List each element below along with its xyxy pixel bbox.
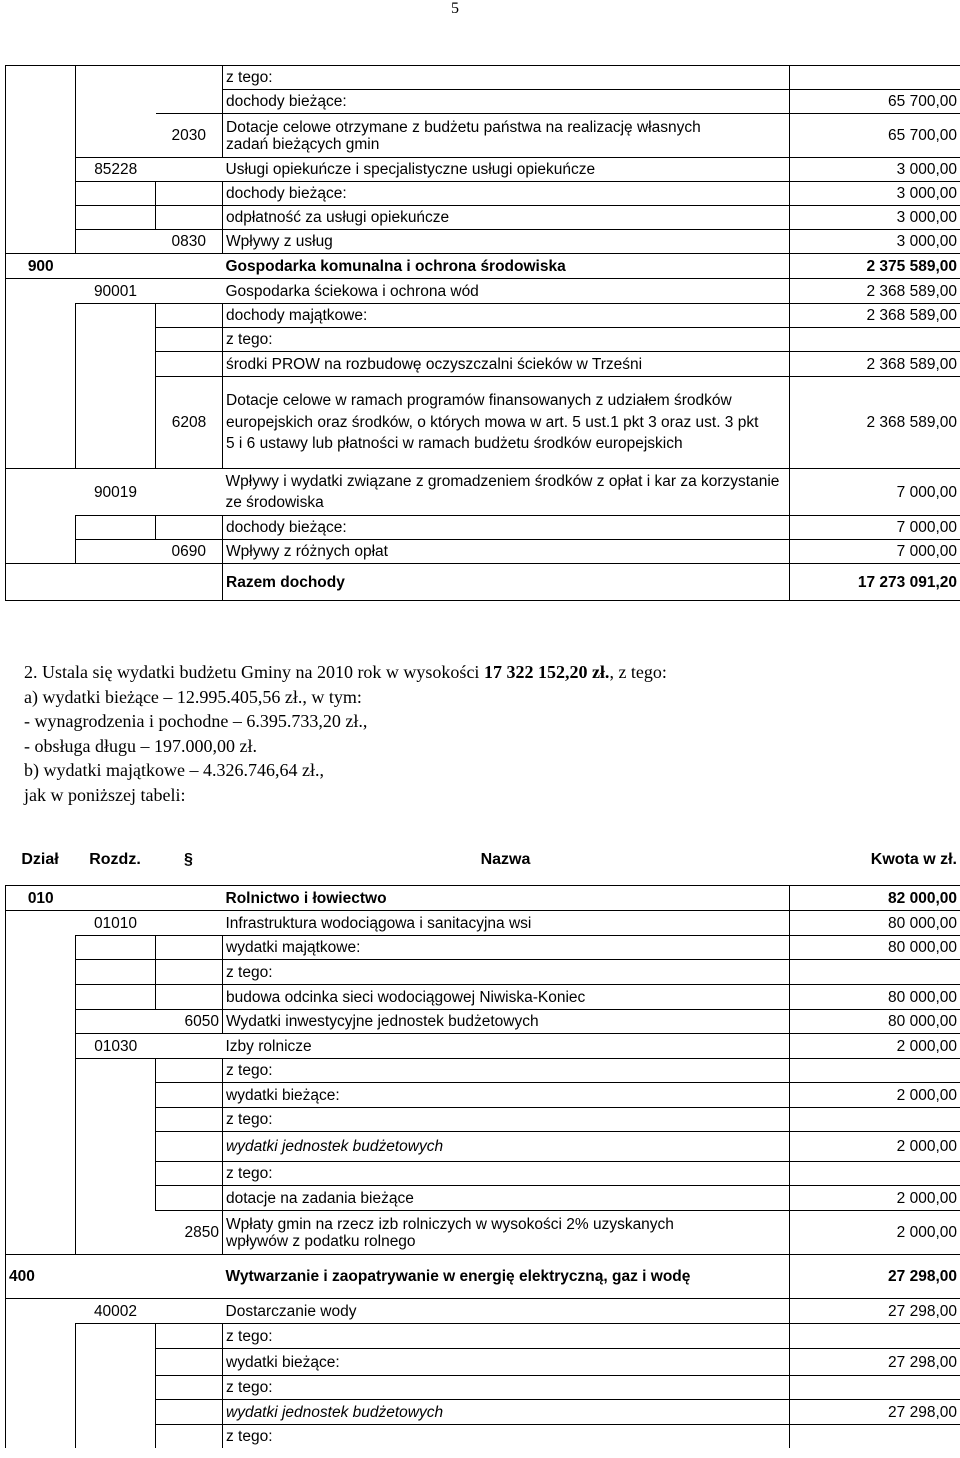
- table-row: [6, 158, 960, 182]
- dzial-cell: [6, 182, 76, 206]
- table-row: [6, 960, 960, 985]
- par-cell: [156, 1083, 223, 1108]
- par-cell: [156, 1425, 223, 1448]
- par-cell: 6050: [156, 1010, 223, 1034]
- table-row: [6, 1186, 960, 1211]
- table-row: [6, 1010, 960, 1034]
- rozdz-cell: [76, 377, 156, 469]
- kwota-cell: [790, 1324, 960, 1349]
- kwota-cell: [790, 1376, 960, 1400]
- par-cell: [156, 158, 223, 182]
- table-row: [6, 1034, 960, 1059]
- rozdz-cell: [76, 304, 156, 328]
- par-cell: [156, 1349, 223, 1376]
- nazwa-cell: dochody bieżące:: [223, 182, 790, 206]
- kwota-cell: 2 000,00: [790, 1186, 960, 1211]
- kwota-cell: 7 000,00: [790, 516, 960, 540]
- table-row: [6, 352, 960, 377]
- dzial-cell: [6, 1400, 76, 1425]
- kwota-cell: 80 000,00: [790, 936, 960, 960]
- nazwa-cell: Usługi opiekuńcze i specjalistyczne usługi opiekuńcze: [223, 158, 790, 182]
- table-row: [6, 1059, 960, 1083]
- header-dzial: Dział: [21, 850, 59, 868]
- par-cell: [156, 936, 223, 960]
- par-cell: [156, 1162, 223, 1186]
- table-row: [6, 377, 960, 469]
- rozdz-cell: [76, 540, 156, 564]
- nazwa-cell: Infrastruktura wodociągowa i sanitacyjna wsi: [223, 911, 790, 936]
- par-cell: 2850: [156, 1211, 223, 1255]
- nazwa-cell: środki PROW na rozbudowę oczyszczalni ścieków w Trześni: [223, 352, 790, 377]
- table-row: [6, 1376, 960, 1400]
- par-cell: [156, 564, 223, 601]
- table-row: [6, 1211, 960, 1255]
- rozdz-cell: [76, 1186, 156, 1211]
- nazwa-cell: Dostarczanie wody: [223, 1299, 790, 1324]
- table-row: [6, 1083, 960, 1108]
- table-row: [6, 1425, 960, 1448]
- table-row: [6, 1162, 960, 1186]
- kwota-cell: 27 298,00: [790, 1349, 960, 1376]
- nazwa-cell: wydatki majątkowe:: [223, 936, 790, 960]
- par-cell: [156, 254, 223, 279]
- dzial-cell: [6, 1425, 76, 1448]
- dzial-cell: [6, 377, 76, 469]
- kwota-cell: 2 368 589,00: [790, 377, 960, 469]
- dzial-cell: [6, 1349, 76, 1376]
- rozdz-cell: [76, 254, 156, 279]
- kwota-cell: 3 000,00: [790, 182, 960, 206]
- rozdz-cell: [76, 1108, 156, 1132]
- table-row: [6, 564, 960, 601]
- table-row: [6, 182, 960, 206]
- total-expenses-amount: 17 322 152,20 zł.: [483, 662, 610, 682]
- kwota-cell: 2 000,00: [790, 1211, 960, 1255]
- table-row: [6, 985, 960, 1010]
- kwota-cell: 27 298,00: [790, 1400, 960, 1425]
- par-cell: [156, 304, 223, 328]
- table-row: [6, 1108, 960, 1132]
- header-nazwa: Nazwa: [480, 850, 531, 868]
- nazwa-cell: z tego:: [223, 1108, 790, 1132]
- par-cell: [156, 1059, 223, 1083]
- header-rozdz: Rozdz.: [89, 850, 141, 868]
- kwota-cell: 27 298,00: [790, 1299, 960, 1324]
- nazwa-cell: z tego:: [223, 1425, 790, 1448]
- dzial-cell: [6, 985, 76, 1010]
- dzial-cell: [6, 516, 76, 540]
- nazwa-cell: Wydatki inwestycyjne jednostek budżetowych: [223, 1010, 790, 1034]
- table-row: [6, 1400, 960, 1425]
- rozdz-cell: [76, 1400, 156, 1425]
- par-cell: [156, 66, 223, 90]
- rozdz-cell: [76, 352, 156, 377]
- dzial-cell: [6, 230, 76, 254]
- dzial-cell: [6, 1034, 76, 1059]
- dzial-cell: [6, 960, 76, 985]
- table-row: [6, 469, 960, 516]
- nazwa-cell: Dotacje celowe w ramach programów finansowanych z udziałem środków europejskich oraz środków, o których mowa w art. 5 ust.1 pkt 3 oraz ust. 3 pkt 5 i 6 ustawy lub płatności w ramach budżetu środków europejskich: [223, 377, 790, 469]
- rozdz-cell: [76, 1132, 156, 1162]
- kwota-cell: 3 000,00: [790, 206, 960, 230]
- dzial-cell: [6, 206, 76, 230]
- dzial-cell: [6, 1186, 76, 1211]
- table-row: [6, 1324, 960, 1349]
- summary-line: 2. Ustala się wydatki budżetu Gminy na 2010 rok w wysokości 17 322 152,20 zł., z tego:: [24, 662, 667, 682]
- nazwa-cell: Dotacje celowe otrzymane z budżetu państwa na realizację własnych zadań bieżących gmin: [223, 114, 790, 158]
- summary-line: - wynagrodzenia i pochodne – 6.395.733,20 zł.,: [24, 711, 368, 731]
- nazwa-cell: z tego:: [223, 1059, 790, 1083]
- kwota-cell: 2 368 589,00: [790, 279, 960, 304]
- rozdz-cell: 90019: [76, 469, 156, 516]
- dzial-cell: [6, 328, 76, 352]
- header-kwota: Kwota w zł.: [870, 850, 957, 868]
- total-amount: 17 273 091,20: [790, 564, 960, 601]
- rozdz-cell: [76, 1162, 156, 1186]
- kwota-cell: 2 368 589,00: [790, 352, 960, 377]
- kwota-cell: 65 700,00: [790, 90, 960, 114]
- table-row: [6, 1132, 960, 1162]
- income-table: [5, 65, 960, 601]
- par-cell: [156, 469, 223, 516]
- table-row: [6, 1349, 960, 1376]
- rozdz-cell: 01030: [76, 1034, 156, 1059]
- expenses-summary: [24, 660, 944, 807]
- rozdz-cell: [76, 1211, 156, 1255]
- nazwa-cell: Wpływy i wydatki związane z gromadzeniem środków z opłat i kar za korzystanie ze środowiska: [223, 469, 790, 516]
- dzial-cell: [6, 564, 76, 601]
- rozdz-cell: [76, 960, 156, 985]
- nazwa-cell: Wpłaty gmin na rzecz izb rolniczych w wysokości 2% uzyskanych wpływów z podatku rolnego: [223, 1211, 790, 1255]
- par-cell: [156, 1255, 223, 1299]
- nazwa-cell: Izby rolnicze: [223, 1034, 790, 1059]
- rozdz-cell: [76, 936, 156, 960]
- rozdz-cell: 40002: [76, 1299, 156, 1324]
- par-cell: [156, 352, 223, 377]
- nazwa-cell: Gospodarka ściekowa i ochrona wód: [223, 279, 790, 304]
- par-cell: [156, 911, 223, 936]
- kwota-cell: 82 000,00: [790, 886, 960, 911]
- total-label: Razem dochody: [223, 564, 790, 601]
- table-row: [6, 328, 960, 352]
- kwota-cell: 7 000,00: [790, 540, 960, 564]
- nazwa-cell: budowa odcinka sieci wodociągowej Niwiska-Koniec: [223, 985, 790, 1010]
- table-row: [6, 90, 960, 114]
- par-cell: [156, 328, 223, 352]
- kwota-cell: 80 000,00: [790, 1010, 960, 1034]
- dzial-cell: 010: [6, 886, 76, 911]
- expense-table: [5, 885, 960, 1448]
- par-cell: [156, 90, 223, 114]
- dzial-cell: [6, 352, 76, 377]
- kwota-cell: 2 000,00: [790, 1034, 960, 1059]
- dzial-cell: [6, 1211, 76, 1255]
- par-cell: 0690: [156, 540, 223, 564]
- dzial-cell: [6, 1059, 76, 1083]
- kwota-cell: 80 000,00: [790, 985, 960, 1010]
- nazwa-cell: z tego:: [223, 960, 790, 985]
- par-cell: 0830: [156, 230, 223, 254]
- table-row: [6, 304, 960, 328]
- par-cell: [156, 960, 223, 985]
- par-cell: 2030: [156, 114, 223, 158]
- rozdz-cell: [76, 1349, 156, 1376]
- nazwa-cell: Wpływy z różnych opłat: [223, 540, 790, 564]
- dzial-cell: [6, 911, 76, 936]
- nazwa-cell: dotacje na zadania bieżące: [223, 1186, 790, 1211]
- nazwa-cell: wydatki jednostek budżetowych: [223, 1400, 790, 1425]
- summary-line: - obsługa długu – 197.000,00 zł.: [24, 735, 257, 756]
- table-row: [6, 230, 960, 254]
- kwota-cell: [790, 1425, 960, 1448]
- nazwa-cell: z tego:: [223, 66, 790, 90]
- table-row: [6, 254, 960, 279]
- dzial-cell: [6, 540, 76, 564]
- rozdz-cell: [76, 1010, 156, 1034]
- kwota-cell: 2 000,00: [790, 1132, 960, 1162]
- kwota-cell: [790, 1108, 960, 1132]
- dzial-cell: [6, 1083, 76, 1108]
- table-row: [6, 206, 960, 230]
- dzial-cell: [6, 1162, 76, 1186]
- dzial-cell: [6, 1376, 76, 1400]
- nazwa-cell: Gospodarka komunalna i ochrona środowiska: [223, 254, 790, 279]
- dzial-cell: [6, 1108, 76, 1132]
- dzial-cell: [6, 1132, 76, 1162]
- table-row: [6, 1299, 960, 1324]
- kwota-cell: 2 368 589,00: [790, 304, 960, 328]
- table-row: [6, 66, 960, 90]
- nazwa-cell: dochody bieżące:: [223, 90, 790, 114]
- dzial-cell: [6, 114, 76, 158]
- table-row: [6, 516, 960, 540]
- nazwa-cell: Wpływy z usług: [223, 230, 790, 254]
- rozdz-cell: [76, 1083, 156, 1108]
- dzial-cell: [6, 1010, 76, 1034]
- nazwa-cell: dochody bieżące:: [223, 516, 790, 540]
- nazwa-cell: odpłatność za usługi opiekuńcze: [223, 206, 790, 230]
- rozdz-cell: [76, 886, 156, 911]
- par-cell: [156, 1132, 223, 1162]
- rozdz-cell: [76, 1376, 156, 1400]
- table-row: [6, 1255, 960, 1299]
- rozdz-cell: [76, 1324, 156, 1349]
- kwota-cell: 80 000,00: [790, 911, 960, 936]
- dzial-cell: [6, 304, 76, 328]
- dzial-cell: [6, 469, 76, 516]
- kwota-cell: [790, 960, 960, 985]
- kwota-cell: [790, 1162, 960, 1186]
- dzial-cell: [6, 90, 76, 114]
- par-cell: [156, 985, 223, 1010]
- kwota-cell: 3 000,00: [790, 230, 960, 254]
- par-cell: [156, 1186, 223, 1211]
- kwota-cell: 2 000,00: [790, 1083, 960, 1108]
- summary-line: jak w poniższej tabeli:: [24, 784, 186, 805]
- par-cell: [156, 1299, 223, 1324]
- dzial-cell: 400: [6, 1255, 76, 1299]
- table-row: [6, 936, 960, 960]
- page-number: 5: [451, 0, 459, 17]
- kwota-cell: 2 375 589,00: [790, 254, 960, 279]
- kwota-cell: [790, 66, 960, 90]
- table-row: [6, 911, 960, 936]
- nazwa-cell: wydatki bieżące:: [223, 1083, 790, 1108]
- nazwa-cell: dochody majątkowe:: [223, 304, 790, 328]
- kwota-cell: [790, 328, 960, 352]
- rozdz-cell: [76, 985, 156, 1010]
- table-row: [6, 114, 960, 158]
- par-cell: [156, 279, 223, 304]
- nazwa-cell: z tego:: [223, 1324, 790, 1349]
- rozdz-cell: [76, 1059, 156, 1083]
- nazwa-cell: wydatki jednostek budżetowych: [223, 1132, 790, 1162]
- par-cell: [156, 1400, 223, 1425]
- dzial-cell: [6, 66, 76, 90]
- par-cell: [156, 1108, 223, 1132]
- dzial-cell: [6, 279, 76, 304]
- table-row: [6, 279, 960, 304]
- nazwa-cell: wydatki bieżące:: [223, 1349, 790, 1376]
- nazwa-cell: z tego:: [223, 1376, 790, 1400]
- dzial-cell: 900: [6, 254, 76, 279]
- rozdz-cell: [76, 114, 156, 158]
- rozdz-cell: [76, 206, 156, 230]
- rozdz-cell: 90001: [76, 279, 156, 304]
- rozdz-cell: [76, 66, 156, 90]
- par-cell: [156, 1324, 223, 1349]
- kwota-cell: [790, 1059, 960, 1083]
- rozdz-cell: [76, 328, 156, 352]
- dzial-cell: [6, 1324, 76, 1349]
- table-row: [6, 540, 960, 564]
- rozdz-cell: [76, 564, 156, 601]
- nazwa-cell: z tego:: [223, 1162, 790, 1186]
- nazwa-cell: Rolnictwo i łowiectwo: [223, 886, 790, 911]
- rozdz-cell: [76, 516, 156, 540]
- header-row: [5, 846, 960, 872]
- kwota-cell: 3 000,00: [790, 158, 960, 182]
- expense-table-header: [5, 846, 960, 872]
- nazwa-cell: Wytwarzanie i zaopatrywanie w energię elektryczną, gaz i wodę: [223, 1255, 790, 1299]
- par-cell: [156, 516, 223, 540]
- par-cell: [156, 182, 223, 206]
- rozdz-cell: [76, 230, 156, 254]
- par-cell: [156, 1376, 223, 1400]
- header-par: §: [184, 850, 193, 868]
- rozdz-cell: 85228: [76, 158, 156, 182]
- rozdz-cell: 01010: [76, 911, 156, 936]
- rozdz-cell: [76, 1425, 156, 1448]
- par-cell: [156, 206, 223, 230]
- par-cell: [156, 1034, 223, 1059]
- dzial-cell: [6, 936, 76, 960]
- dzial-cell: [6, 158, 76, 182]
- rozdz-cell: [76, 1255, 156, 1299]
- rozdz-cell: [76, 182, 156, 206]
- table-row: [6, 886, 960, 911]
- par-cell: [156, 886, 223, 911]
- summary-line: b) wydatki majątkowe – 4.326.746,64 zł.,: [24, 760, 324, 780]
- rozdz-cell: [76, 90, 156, 114]
- kwota-cell: 7 000,00: [790, 469, 960, 516]
- nazwa-cell: z tego:: [223, 328, 790, 352]
- par-cell: 6208: [156, 377, 223, 469]
- kwota-cell: 65 700,00: [790, 114, 960, 158]
- summary-line: a) wydatki bieżące – 12.995.405,56 zł., w tym:: [24, 686, 362, 707]
- kwota-cell: 27 298,00: [790, 1255, 960, 1299]
- dzial-cell: [6, 1299, 76, 1324]
